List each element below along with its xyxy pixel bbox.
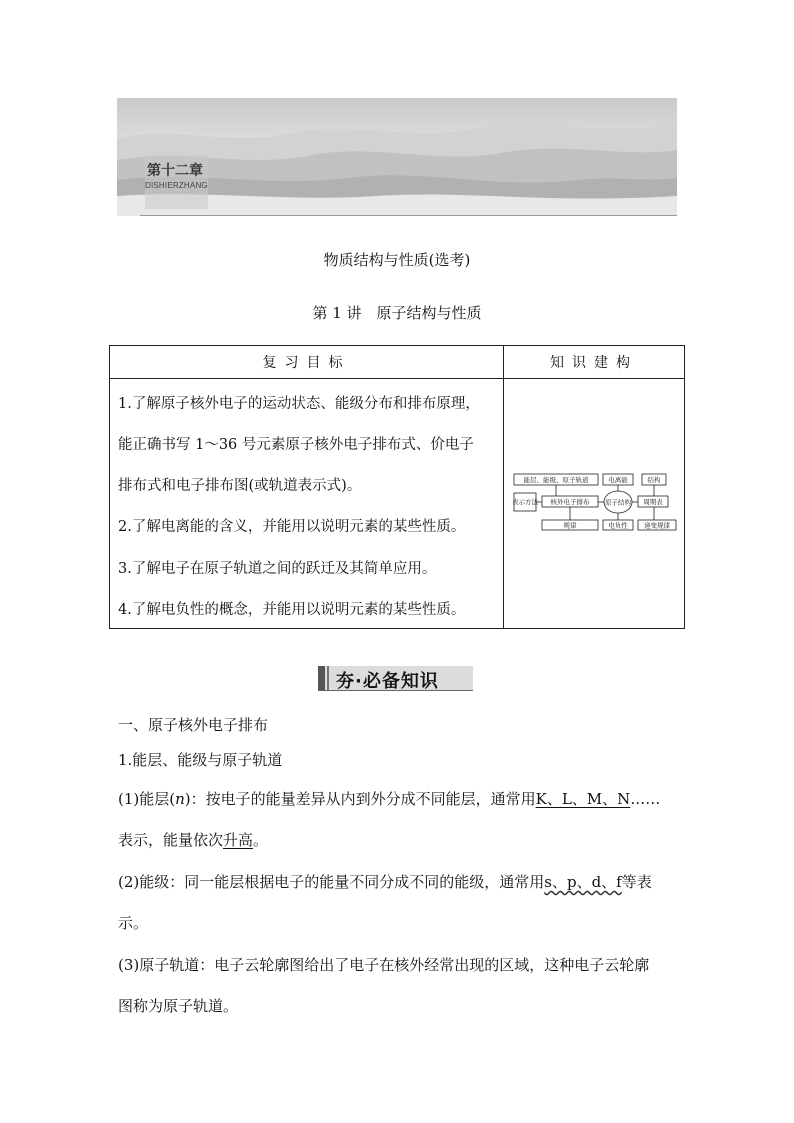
label-representation: 表示方法 — [512, 498, 538, 506]
answer-letters-spdf: s、p、d、f — [544, 873, 622, 891]
label-energy-levels: 能层、能级、原子轨道 — [523, 476, 589, 484]
paragraph-energy-layer — [118, 788, 660, 809]
text: 等表 — [621, 873, 652, 891]
goal-line: 2.了解电离能的含义，并能用以说明元素的某些性质。 — [118, 519, 466, 535]
text: (1)能层( — [118, 790, 176, 808]
goal-line: 4.了解电负性的概念，并能用以说明元素的某些性质。 — [118, 602, 466, 618]
chapter-title: 第十二章 — [147, 163, 203, 179]
label-periodic-table: 周期表 — [643, 498, 663, 506]
header-review-goals: 复习目标 — [110, 346, 504, 379]
main-title: 物质结构与性质(选考) — [323, 251, 471, 269]
text: )：按电子的能量差异从内到外分成不同能层，通常用 — [184, 790, 536, 808]
paragraph-atomic-orbital: (3)原子轨道：电子云轮廓图给出了电子在核外经常出现的区域，这种电子云轮廓 — [118, 956, 650, 974]
paragraph-energy-layer-cont — [118, 829, 268, 850]
banner-divider — [140, 215, 677, 216]
text: …… — [630, 790, 661, 808]
answer-letters-klmn: K、L、M、N — [535, 790, 631, 808]
goals-cell — [110, 379, 504, 629]
knowledge-structure-diagram — [511, 470, 679, 534]
symbol-n: n — [175, 790, 185, 808]
goal-line: 3.了解电子在原子轨道之间的跃迁及其简单应用。 — [118, 561, 437, 577]
text: 表示，能量依次 — [118, 831, 224, 849]
label-electronegativity: 电负性 — [608, 521, 628, 530]
text: 。 — [253, 831, 269, 849]
heading-electron-arrangement: 一、原子核外电子排布 — [118, 716, 269, 734]
label-arrangement: 核外电子排布 — [550, 498, 590, 506]
section-title: 夯·必备知识 — [336, 671, 439, 692]
paragraph-atomic-orbital-cont: 图称为原子轨道。 — [118, 997, 239, 1015]
header-knowledge-structure: 知识建构 — [504, 346, 685, 379]
goal-line: 1.了解原子核外电子的运动状态、能级分布和排布原理， — [118, 396, 480, 412]
answer-rise: 升高 — [223, 831, 254, 849]
text: (2)能级：同一能层根据电子的能量不同分成不同的能级，通常用 — [118, 873, 545, 891]
label-structure: 结构 — [647, 476, 661, 484]
heading-energy-levels: 1.能层、能级与原子轨道 — [118, 751, 283, 769]
label-atom-structure: 原子结构 — [605, 498, 631, 507]
goal-line: 排布式和电子排布图(或轨道表示式)。 — [118, 478, 362, 494]
chapter-pinyin: DISHIERZHANG — [145, 181, 208, 190]
goal-line: 能正确书写 1～36 号元素原子核外电子排布式、价电子 — [118, 437, 474, 453]
lecture-title: 第 1 讲 原子结构与性质 — [312, 304, 482, 322]
paragraph-energy-sublevel — [118, 871, 652, 892]
label-rule: 规律 — [563, 521, 577, 530]
paragraph-energy-sublevel-cont: 示。 — [118, 914, 149, 932]
label-trend: 递变规律 — [644, 521, 670, 530]
label-ionization: 电离能 — [608, 476, 628, 484]
